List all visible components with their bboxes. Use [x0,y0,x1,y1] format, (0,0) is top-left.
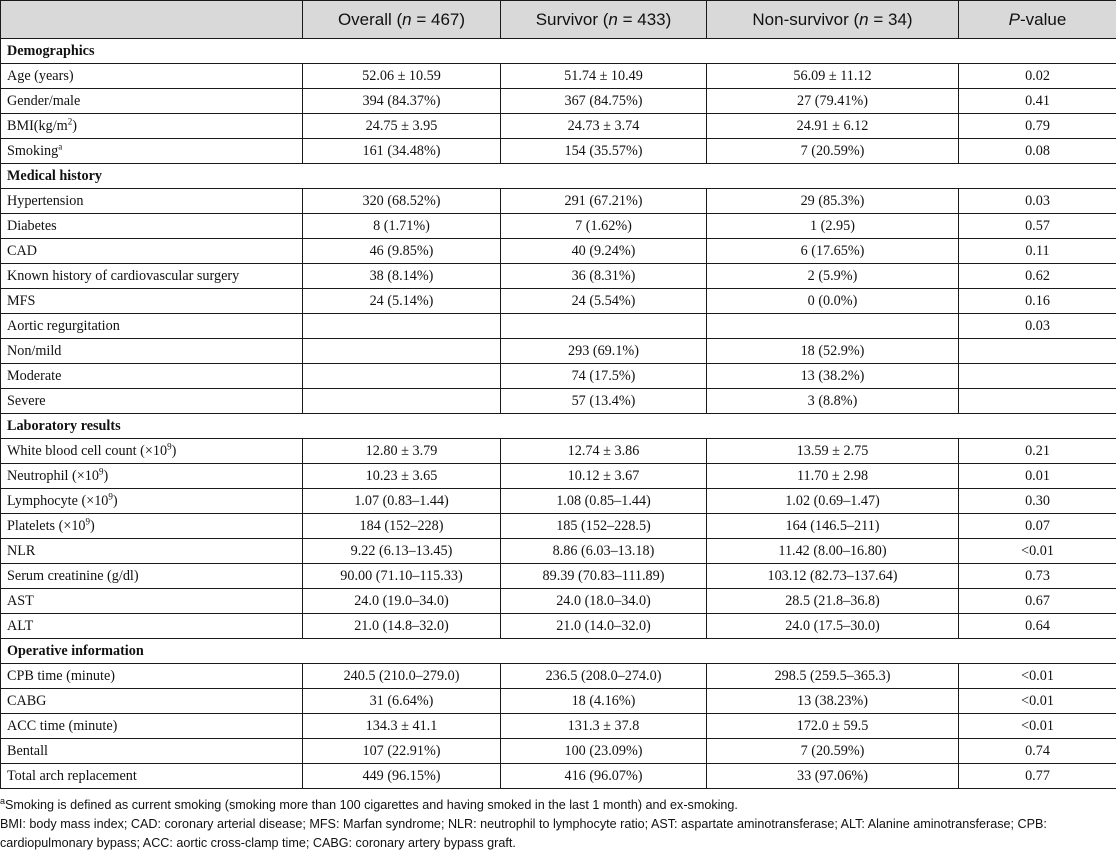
cell-overall: 46 (9.85%) [303,239,501,264]
row-label-text: Gender/male [7,92,81,109]
row-label [1,614,303,639]
table-row [1,689,1116,714]
cell-nonsurvivor: 6 (17.65%) [707,239,959,264]
table-row [1,139,1116,164]
cell-overall: 449 (96.15%) [303,764,501,789]
cell-nonsurvivor: 24.91 ± 6.12 [707,114,959,139]
table-row [1,589,1116,614]
table-row [1,739,1116,764]
cell-survivor: 367 (84.75%) [501,89,707,114]
footnote-abbreviations: BMI: body mass index; CAD: coronary arterial disease; MFS: Marfan syndrome; NLR: neutrophil to lymphocyte ratio; AST: aspartate aminotransferase; ALT: Alanine aminotransferase; CPB: cardiopulmonary bypass; ACC: aortic cross-clamp time; CABG: coronary artery bypass graft. [0,817,1047,850]
header-p-suffix: -value [1020,9,1067,29]
row-label-text: Non/mild [7,342,62,359]
section-title: Demographics [1,39,1116,64]
cell-p-value: 0.30 [959,489,1116,514]
footnote-smoking [0,796,1110,815]
cell-nonsurvivor: 298.5 (259.5–365.3) [707,664,959,689]
cell-survivor: 24.73 ± 3.74 [501,114,707,139]
row-label [1,764,303,789]
row-label-text: Total arch replacement [7,767,137,784]
header-survivor-n: n [608,9,618,29]
table-row [1,239,1116,264]
row-label-text: Lymphocyte (×10 [7,492,109,509]
row-label-superscript: 9 [167,440,172,451]
cell-overall: 161 (34.48%) [303,139,501,164]
table-row [1,89,1116,114]
cell-nonsurvivor: 103.12 (82.73–137.64) [707,564,959,589]
header-nonsurvivor [707,1,959,39]
header-survivor [501,1,707,39]
cell-survivor [501,314,707,339]
row-label-text: Known history of cardiovascular surgery [7,267,240,284]
row-label-text: Moderate [7,367,62,384]
table-row [1,314,1116,339]
table-row [1,764,1116,789]
cell-survivor: 1.08 (0.85–1.44) [501,489,707,514]
cell-overall: 24.75 ± 3.95 [303,114,501,139]
table-row [1,539,1116,564]
table-footnotes [0,796,1110,853]
row-label-superscript: a [58,140,63,151]
row-label [1,189,303,214]
header-p-letter: P [1008,9,1021,29]
cell-overall: 24 (5.14%) [303,289,501,314]
row-label-text: Neutrophil (×10 [7,467,99,484]
section-row [1,639,1116,664]
table-row [1,364,1116,389]
cell-overall: 107 (22.91%) [303,739,501,764]
cell-p-value [959,339,1116,364]
cell-survivor: 74 (17.5%) [501,364,707,389]
cell-overall [303,364,501,389]
cell-nonsurvivor: 1.02 (0.69–1.47) [707,489,959,514]
cell-survivor: 18 (4.16%) [501,689,707,714]
cell-nonsurvivor: 18 (52.9%) [707,339,959,364]
cell-nonsurvivor [707,314,959,339]
cell-nonsurvivor: 1 (2.95) [707,214,959,239]
row-label [1,114,303,139]
table-row [1,714,1116,739]
row-label-superscript: 9 [98,465,104,476]
row-label [1,464,303,489]
cell-survivor: 7 (1.62%) [501,214,707,239]
cell-p-value: 0.01 [959,464,1116,489]
cell-nonsurvivor: 2 (5.9%) [707,264,959,289]
cell-overall: 10.23 ± 3.65 [303,464,501,489]
table-row [1,514,1116,539]
cell-survivor: 51.74 ± 10.49 [501,64,707,89]
cell-overall [303,339,501,364]
cell-overall: 38 (8.14%) [303,264,501,289]
header-nonsurvivor-label: Non-survivor ( [752,9,860,29]
row-label-text: Aortic regurgitation [7,317,120,334]
row-label [1,339,303,364]
cell-overall [303,389,501,414]
row-label-superscript: 9 [108,490,113,501]
cell-nonsurvivor: 29 (85.3%) [707,189,959,214]
row-label [1,489,303,514]
footnote-smoking-text: Smoking is defined as current smoking (smoking more than 100 cigarettes and having smoked in the last 1 month) and ex-smoking. [5,798,738,812]
table-row [1,439,1116,464]
row-label-suffix: ) [103,467,109,484]
cell-survivor: 24 (5.54%) [501,289,707,314]
cell-p-value: 0.11 [959,239,1116,264]
row-label-text: White blood cell count (×10 [7,442,168,459]
cell-p-value: <0.01 [959,689,1116,714]
row-label [1,689,303,714]
cell-survivor: 100 (23.09%) [501,739,707,764]
cell-survivor: 236.5 (208.0–274.0) [501,664,707,689]
cell-p-value: 0.16 [959,289,1116,314]
cell-nonsurvivor: 13.59 ± 2.75 [707,439,959,464]
table-row [1,664,1116,689]
cell-survivor: 8.86 (6.03–13.18) [501,539,707,564]
cell-nonsurvivor: 13 (38.23%) [707,689,959,714]
row-label [1,514,303,539]
row-label [1,439,303,464]
row-label-text: CABG [7,692,47,709]
row-label-text: Severe [7,392,46,409]
row-label [1,714,303,739]
cell-overall: 320 (68.52%) [303,189,501,214]
row-label-superscript: 2 [67,115,73,126]
row-label-text: ALT [7,617,34,634]
section-title: Laboratory results [1,414,1116,439]
cell-overall: 184 (152–228) [303,514,501,539]
table-row [1,64,1116,89]
table-row [1,614,1116,639]
table-row [1,189,1116,214]
row-label [1,214,303,239]
cell-survivor: 416 (96.07%) [501,764,707,789]
row-label-text: BMI(kg/m [7,117,68,134]
cell-p-value: 0.77 [959,764,1116,789]
row-label [1,64,303,89]
header-nonsurvivor-value: = 34) [868,9,913,29]
cell-nonsurvivor: 56.09 ± 11.12 [707,64,959,89]
cell-nonsurvivor: 11.42 (8.00–16.80) [707,539,959,564]
cell-overall: 21.0 (14.8–32.0) [303,614,501,639]
cell-p-value: 0.64 [959,614,1116,639]
cell-p-value: 0.79 [959,114,1116,139]
row-label [1,139,303,164]
row-label [1,664,303,689]
cell-overall: 90.00 (71.10–115.33) [303,564,501,589]
row-label [1,89,303,114]
cell-p-value: <0.01 [959,714,1116,739]
row-label [1,389,303,414]
table-row [1,489,1116,514]
cell-survivor: 36 (8.31%) [501,264,707,289]
cell-p-value: 0.62 [959,264,1116,289]
cell-nonsurvivor: 172.0 ± 59.5 [707,714,959,739]
cell-nonsurvivor: 3 (8.8%) [707,389,959,414]
row-label-suffix: ) [72,117,77,134]
header-variable [1,1,303,39]
cell-overall: 9.22 (6.13–13.45) [303,539,501,564]
row-label-superscript: 9 [85,515,91,526]
row-label-text: MFS [7,292,36,309]
cell-overall: 24.0 (19.0–34.0) [303,589,501,614]
table-row [1,339,1116,364]
header-overall-n: n [402,9,412,29]
section-row [1,414,1116,439]
cell-p-value: 0.57 [959,214,1116,239]
row-label-text: Diabetes [7,217,57,234]
header-overall [303,1,501,39]
cell-survivor: 185 (152–228.5) [501,514,707,539]
section-row [1,164,1116,189]
row-label-text: Serum creatinine (g/dl) [7,567,139,584]
table-row [1,114,1116,139]
cell-p-value: <0.01 [959,539,1116,564]
cell-overall [303,314,501,339]
row-label [1,264,303,289]
cell-survivor: 21.0 (14.0–32.0) [501,614,707,639]
cell-overall: 52.06 ± 10.59 [303,64,501,89]
header-nonsurvivor-n: n [859,9,869,29]
section-title: Operative information [1,639,1116,664]
cell-p-value: 0.74 [959,739,1116,764]
header-survivor-value: = 433) [617,9,672,29]
cell-p-value [959,364,1116,389]
cell-nonsurvivor: 7 (20.59%) [707,139,959,164]
cell-overall: 8 (1.71%) [303,214,501,239]
header-row [1,1,1116,39]
cell-p-value: 0.08 [959,139,1116,164]
cell-p-value: 0.67 [959,589,1116,614]
cell-nonsurvivor: 24.0 (17.5–30.0) [707,614,959,639]
cell-overall: 134.3 ± 41.1 [303,714,501,739]
cell-nonsurvivor: 11.70 ± 2.98 [707,464,959,489]
cell-survivor: 10.12 ± 3.67 [501,464,707,489]
cell-p-value: 0.41 [959,89,1116,114]
cell-nonsurvivor: 33 (97.06%) [707,764,959,789]
cell-nonsurvivor: 13 (38.2%) [707,364,959,389]
table-row [1,214,1116,239]
cell-survivor: 12.74 ± 3.86 [501,439,707,464]
row-label [1,589,303,614]
cell-p-value: 0.03 [959,189,1116,214]
row-label-suffix: ) [90,517,95,534]
row-label-text: Platelets (×10 [7,517,86,534]
cell-p-value: 0.07 [959,514,1116,539]
table-row [1,464,1116,489]
cell-nonsurvivor: 0 (0.0%) [707,289,959,314]
cell-nonsurvivor: 27 (79.41%) [707,89,959,114]
cell-p-value: <0.01 [959,664,1116,689]
section-row [1,39,1116,64]
table-row [1,389,1116,414]
row-label-text: AST [7,592,34,609]
cell-p-value: 0.02 [959,64,1116,89]
cell-survivor: 154 (35.57%) [501,139,707,164]
table-row [1,289,1116,314]
cell-overall: 31 (6.64%) [303,689,501,714]
row-label-text: Age (years) [7,67,74,84]
cell-survivor: 24.0 (18.0–34.0) [501,589,707,614]
cell-nonsurvivor: 7 (20.59%) [707,739,959,764]
cell-p-value: 0.21 [959,439,1116,464]
row-label [1,564,303,589]
cell-p-value: 0.73 [959,564,1116,589]
cell-survivor: 89.39 (70.83–111.89) [501,564,707,589]
header-p-value [959,1,1116,39]
header-overall-label: Overall ( [337,9,403,29]
row-label [1,314,303,339]
row-label [1,739,303,764]
row-label-text: Smoking [7,142,59,159]
cell-p-value [959,389,1116,414]
cell-overall: 12.80 ± 3.79 [303,439,501,464]
cell-p-value: 0.03 [959,314,1116,339]
table-row [1,564,1116,589]
cell-survivor: 131.3 ± 37.8 [501,714,707,739]
cell-nonsurvivor: 28.5 (21.8–36.8) [707,589,959,614]
table-row [1,264,1116,289]
cell-overall: 394 (84.37%) [303,89,501,114]
table-body [1,39,1116,789]
cell-survivor: 291 (67.21%) [501,189,707,214]
row-label-text: CAD [7,242,37,259]
cell-nonsurvivor: 164 (146.5–211) [707,514,959,539]
cell-survivor: 57 (13.4%) [501,389,707,414]
row-label-text: CPB time (minute) [7,667,115,684]
row-label [1,289,303,314]
row-label-text: ACC time (minute) [7,717,118,734]
footnote-marker: a [0,795,6,806]
row-label-text: Bentall [7,742,48,759]
row-label-suffix: ) [171,442,177,459]
cell-survivor: 40 (9.24%) [501,239,707,264]
row-label [1,539,303,564]
cell-survivor: 293 (69.1%) [501,339,707,364]
header-overall-value: = 467) [411,9,466,29]
cell-overall: 1.07 (0.83–1.44) [303,489,501,514]
row-label-text: Hypertension [7,192,84,209]
row-label-text: NLR [7,542,36,559]
row-label [1,364,303,389]
row-label [1,239,303,264]
row-label-suffix: ) [112,492,118,509]
header-survivor-label: Survivor ( [535,9,609,29]
cell-overall: 240.5 (210.0–279.0) [303,664,501,689]
section-title: Medical history [1,164,1116,189]
